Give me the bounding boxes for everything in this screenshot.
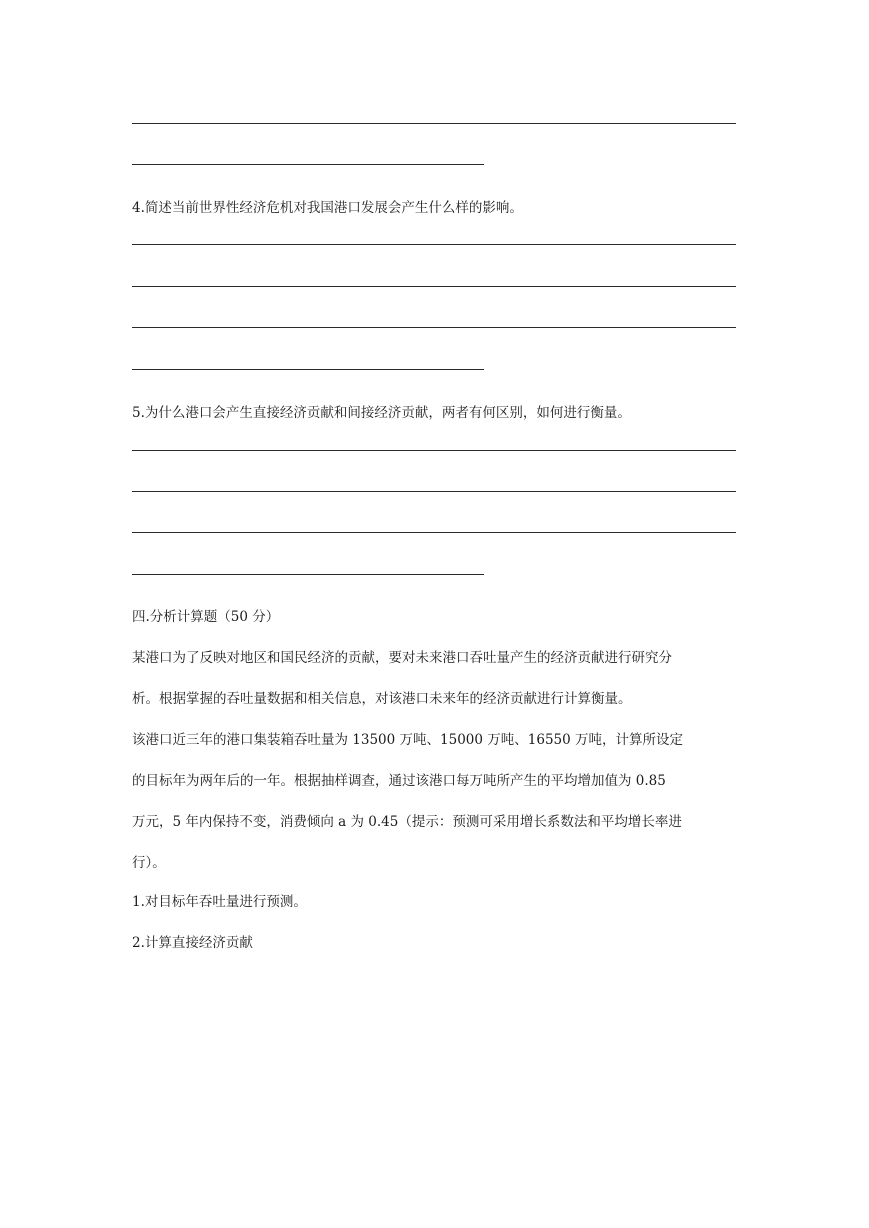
answer-line[interactable] [132,450,736,451]
answer-line[interactable] [132,574,484,575]
answer-line[interactable] [132,491,736,492]
data-line: 的目标年为两年后的一年。根据抽样调查，通过该港口每万吨所产生的平均增加值为 0.85 [132,773,666,789]
section-4-data-paragraph [132,720,738,884]
data-line: 行）。 [132,855,166,871]
section-4-heading: 四.分析计算题（50 分） [132,609,280,625]
answer-line[interactable] [132,244,736,245]
answer-line[interactable] [132,327,736,328]
answer-line[interactable] [132,164,484,165]
answer-line[interactable] [132,369,484,370]
intro-line: 析。根据掌握的吞吐量数据和相关信息，对该港口未来年的经济贡献进行计算衡量。 [132,691,632,707]
answer-line[interactable] [132,123,736,124]
answer-line[interactable] [132,532,736,533]
task-1: 1.对目标年吞吐量进行预测。 [132,894,307,910]
data-line: 该港口近三年的港口集装箱吞吐量为 13500 万吨、15000 万吨、16550 万吨，计算所设定 [132,732,684,748]
answer-line[interactable] [132,286,736,287]
data-line: 万元，5 年内保持不变，消费倾向 a 为 0.45（提示：预测可采用增长系数法和平均增长率进 [132,814,682,830]
question-4-prompt: 4.简述当前世界性经济危机对我国港口发展会产生什么样的影响。 [132,200,523,216]
section-4-intro [132,638,738,720]
task-2: 2.计算直接经济贡献 [132,935,253,951]
intro-line: 某港口为了反映对地区和国民经济的贡献，要对未来港口吞吐量产生的经济贡献进行研究分 [132,650,672,666]
question-5-prompt: 5.为什么港口会产生直接经济贡献和间接经济贡献，两者有何区别，如何进行衡量。 [132,405,631,421]
